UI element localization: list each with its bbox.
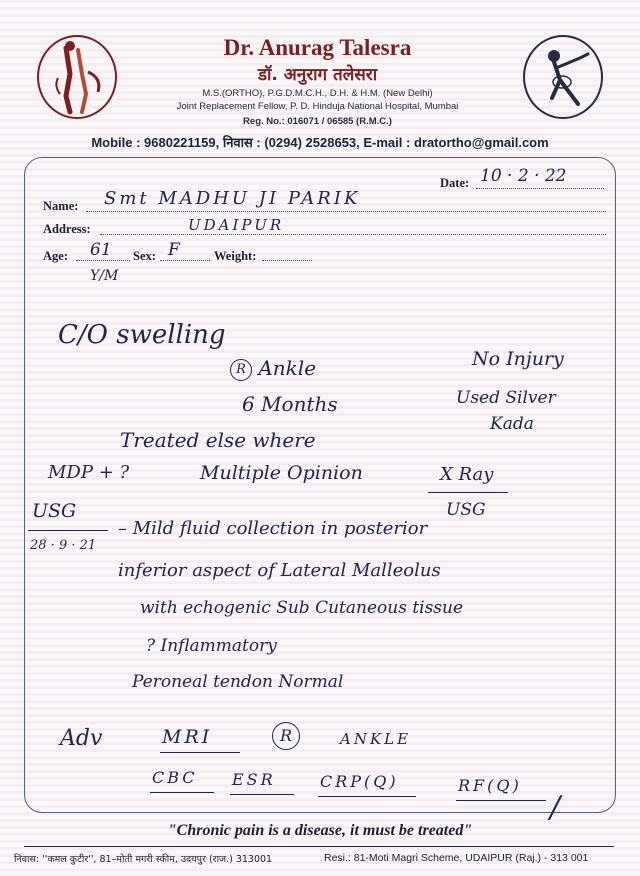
- site-text: Ankle: [258, 356, 317, 380]
- finding-line-4: ? Inflammatory: [146, 636, 277, 656]
- footer-divider: [24, 846, 614, 847]
- registration-number: Reg. No.: 016071 / 06585 (R.M.C.): [243, 116, 392, 127]
- residence-english: Resi.: 81-Moti Magri Scheme, UDAIPUR (Raj.) - 313 001: [324, 852, 589, 864]
- athlete-figure-logo-icon: [522, 34, 604, 120]
- xray-note: X Ray: [440, 464, 494, 485]
- advice-label: Adv: [60, 726, 103, 751]
- sex-line: [160, 260, 210, 261]
- age-label: Age:: [43, 249, 68, 263]
- footer-quote: "Chronic pain is a disease, it must be treated": [167, 822, 473, 839]
- side-circle: R: [230, 359, 252, 381]
- test-rf: RF(Q): [458, 776, 522, 795]
- duration-note: 6 Months: [242, 392, 338, 416]
- signature-mark: /: [550, 790, 561, 825]
- treated-note: Treated else where: [120, 428, 316, 452]
- test-esr-underline: [230, 794, 294, 795]
- finding-line-2: inferior aspect of Lateral Malleolus: [118, 560, 441, 581]
- advice-side: [272, 722, 300, 750]
- age-line: [76, 260, 130, 261]
- name-label: Name:: [43, 199, 79, 213]
- sex-label: Sex:: [133, 249, 156, 263]
- used-silver-note: Used Silver: [456, 388, 556, 408]
- address-value: UDAIPUR: [188, 216, 285, 234]
- address-label: Address:: [43, 222, 91, 236]
- test-cbc-underline: [150, 792, 214, 793]
- usg-date: 28 · 9 · 21: [30, 538, 97, 553]
- usg-side-note: USG: [446, 500, 486, 520]
- doctor-name: Dr. Anurag Talesra: [223, 35, 412, 60]
- finding-line-3: with echogenic Sub Cutaneous tissue: [140, 598, 464, 618]
- doctor-name-hindi: डॉ. अनुराग तलेसरा: [257, 65, 378, 85]
- name-value: Smt MADHU JI PARIK: [104, 188, 361, 209]
- complaint-note: C/O swelling: [58, 320, 226, 350]
- opinion-note: Multiple Opinion: [200, 462, 363, 484]
- contact-line: Mobile : 9680221159, निवास : (0294) 2528653, E-mail : dratortho@gmail.com: [91, 135, 549, 150]
- test-esr: ESR: [232, 770, 276, 789]
- kada-note: Kada: [490, 414, 534, 434]
- site-note: [230, 356, 316, 381]
- usg-label: USG: [32, 500, 77, 522]
- test-crp: CRP(Q): [320, 772, 399, 791]
- prescription-body-box: [24, 157, 616, 813]
- finding-line-1: – Mild fluid collection in posterior: [118, 518, 428, 539]
- sex-value: F: [168, 240, 180, 260]
- doctor-fellowship: Joint Replacement Fellow, P. D. Hinduja National Hospital, Mumbai: [176, 101, 459, 112]
- age-value: 61: [90, 240, 112, 260]
- date-label: Date:: [440, 176, 470, 190]
- mdp-note: MDP + ?: [48, 462, 130, 483]
- weight-line: [262, 260, 312, 261]
- advice-mri-underline: [160, 752, 240, 753]
- name-line: [86, 211, 606, 212]
- date-value: 10 · 2 · 22: [480, 166, 567, 186]
- age-unit: Y/M: [90, 268, 119, 284]
- address-line: [100, 234, 606, 235]
- finding-line-5: Peroneal tendon Normal: [132, 672, 344, 692]
- test-rf-underline: [456, 800, 546, 801]
- test-cbc: CBC: [152, 768, 198, 787]
- advice-side-circle: R: [272, 722, 300, 750]
- date-line: [476, 188, 604, 189]
- no-injury-note: No Injury: [472, 348, 564, 370]
- usg-underline: [28, 530, 108, 531]
- advice-ankle: ANKLE: [340, 730, 412, 748]
- residence-hindi: निवास: ''कमल कुटीर'', 81–मोती मगरी स्कीम, उदयपुर (राज.) 313001: [14, 854, 273, 865]
- weight-label: Weight:: [214, 249, 257, 263]
- advice-mri: MRI: [162, 726, 213, 748]
- xray-underline: [428, 492, 508, 493]
- skeleton-knee-logo-icon: [36, 34, 118, 120]
- test-crp-underline: [318, 796, 416, 797]
- doctor-qualifications: M.S.(ORTHO), P.G.D.M.C.H., D.H. & H.M. (New Delhi): [202, 88, 433, 99]
